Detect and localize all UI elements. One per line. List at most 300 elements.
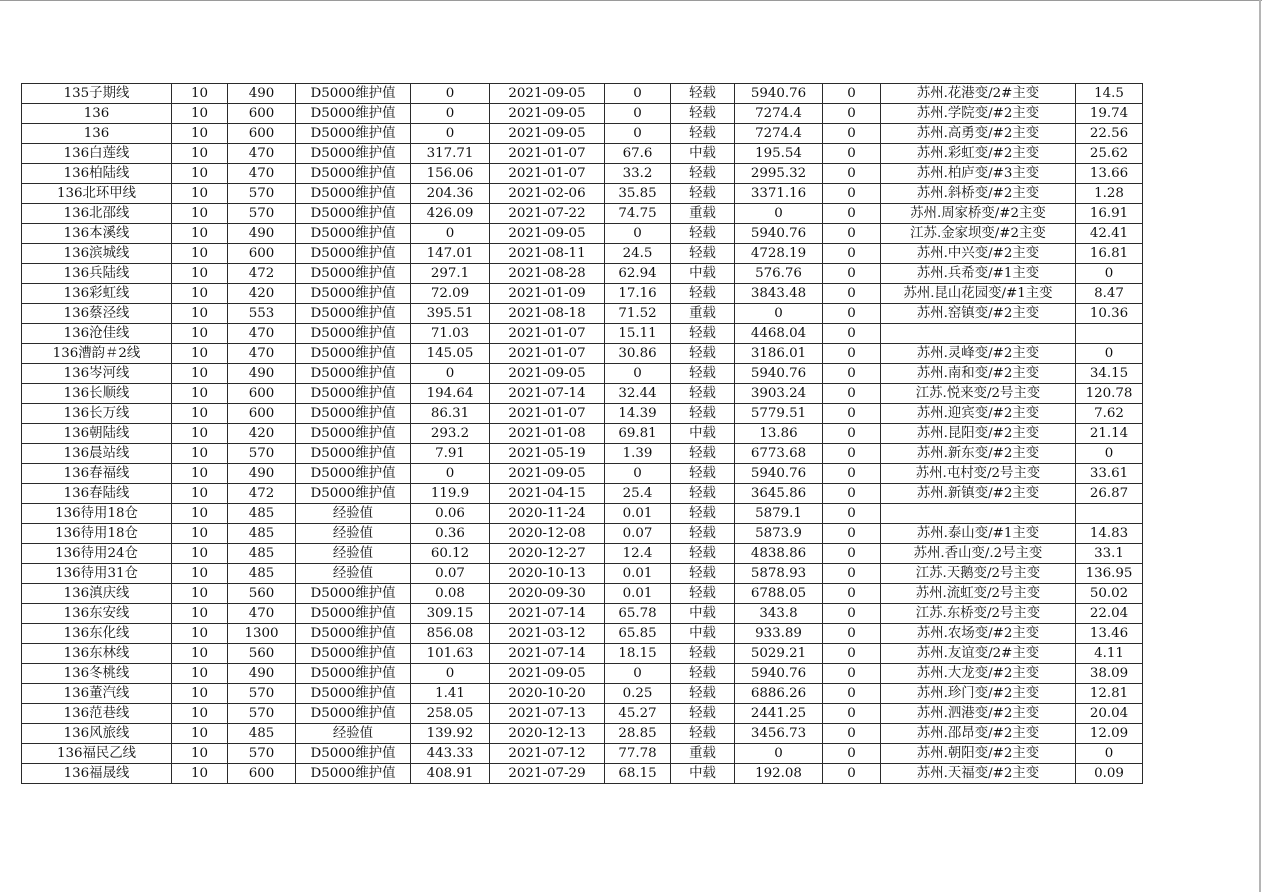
- load-rate-cell: 24.5: [605, 244, 671, 264]
- table-row: [22, 504, 1143, 524]
- voltage-cell: 10: [172, 444, 228, 464]
- table-row: [22, 144, 1143, 164]
- last-value-cell: 13.46: [1076, 624, 1143, 644]
- table-row: [22, 104, 1143, 124]
- zero-value-cell: 0: [823, 124, 881, 144]
- last-value-cell: 120.78: [1076, 384, 1143, 404]
- substation-cell: [881, 324, 1076, 344]
- remaining-capacity-cell: 5779.51: [735, 404, 823, 424]
- source-cell: D5000维护值: [296, 404, 411, 424]
- load-rate-cell: 0.01: [605, 504, 671, 524]
- load-cell: 443.33: [411, 744, 490, 764]
- line-name-cell: 136风旅线: [22, 724, 172, 744]
- zero-value-cell: 0: [823, 404, 881, 424]
- zero-value-cell: 0: [823, 184, 881, 204]
- last-value-cell: 1.28: [1076, 184, 1143, 204]
- load-status-cell: 中载: [671, 624, 735, 644]
- table-row: [22, 604, 1143, 624]
- voltage-cell: 10: [172, 244, 228, 264]
- load-status-cell: 轻载: [671, 724, 735, 744]
- table-row: [22, 744, 1143, 764]
- date-cell: 2021-07-14: [490, 644, 605, 664]
- source-cell: D5000维护值: [296, 124, 411, 144]
- load-cell: 194.64: [411, 384, 490, 404]
- last-value-cell: 13.66: [1076, 164, 1143, 184]
- date-cell: 2021-05-19: [490, 444, 605, 464]
- remaining-capacity-cell: 5029.21: [735, 644, 823, 664]
- capacity-cell: 485: [228, 504, 296, 524]
- load-rate-cell: 18.15: [605, 644, 671, 664]
- zero-value-cell: 0: [823, 684, 881, 704]
- last-value-cell: 25.62: [1076, 144, 1143, 164]
- voltage-cell: 10: [172, 304, 228, 324]
- load-rate-cell: 14.39: [605, 404, 671, 424]
- load-rate-cell: 0: [605, 84, 671, 104]
- capacity-cell: 570: [228, 204, 296, 224]
- line-name-cell: 136岑河线: [22, 364, 172, 384]
- last-value-cell: 26.87: [1076, 484, 1143, 504]
- load-rate-cell: 35.85: [605, 184, 671, 204]
- capacity-cell: 472: [228, 264, 296, 284]
- date-cell: 2021-09-05: [490, 664, 605, 684]
- line-name-cell: 136待用24仓: [22, 544, 172, 564]
- load-status-cell: 轻载: [671, 84, 735, 104]
- date-cell: 2020-12-27: [490, 544, 605, 564]
- load-status-cell: 重载: [671, 744, 735, 764]
- voltage-cell: 10: [172, 684, 228, 704]
- last-value-cell: 7.62: [1076, 404, 1143, 424]
- table-row: [22, 484, 1143, 504]
- source-cell: D5000维护值: [296, 764, 411, 784]
- source-cell: 经验值: [296, 544, 411, 564]
- last-value-cell: 12.81: [1076, 684, 1143, 704]
- table-row: [22, 704, 1143, 724]
- remaining-capacity-cell: 5940.76: [735, 464, 823, 484]
- remaining-capacity-cell: 3843.48: [735, 284, 823, 304]
- source-cell: D5000维护值: [296, 284, 411, 304]
- date-cell: 2021-07-29: [490, 764, 605, 784]
- capacity-cell: 490: [228, 84, 296, 104]
- voltage-cell: 10: [172, 744, 228, 764]
- load-rate-cell: 68.15: [605, 764, 671, 784]
- zero-value-cell: 0: [823, 104, 881, 124]
- table-row: [22, 644, 1143, 664]
- load-status-cell: 轻载: [671, 384, 735, 404]
- load-cell: 147.01: [411, 244, 490, 264]
- load-cell: 139.92: [411, 724, 490, 744]
- capacity-cell: 485: [228, 544, 296, 564]
- substation-cell: 苏州.大龙变/#2主变: [881, 664, 1076, 684]
- substation-cell: 苏州.兵希变/#1主变: [881, 264, 1076, 284]
- load-rate-cell: 0: [605, 104, 671, 124]
- remaining-capacity-cell: 6773.68: [735, 444, 823, 464]
- zero-value-cell: 0: [823, 444, 881, 464]
- line-name-cell: 136本溪线: [22, 224, 172, 244]
- capacity-cell: 470: [228, 144, 296, 164]
- load-status-cell: 中载: [671, 764, 735, 784]
- date-cell: 2021-09-05: [490, 104, 605, 124]
- table-row: [22, 404, 1143, 424]
- load-cell: 0: [411, 84, 490, 104]
- last-value-cell: 136.95: [1076, 564, 1143, 584]
- load-rate-cell: 15.11: [605, 324, 671, 344]
- date-cell: 2020-10-13: [490, 564, 605, 584]
- voltage-cell: 10: [172, 204, 228, 224]
- zero-value-cell: 0: [823, 344, 881, 364]
- load-rate-cell: 69.81: [605, 424, 671, 444]
- last-value-cell: 42.41: [1076, 224, 1143, 244]
- load-cell: 0.06: [411, 504, 490, 524]
- zero-value-cell: 0: [823, 144, 881, 164]
- source-cell: D5000维护值: [296, 164, 411, 184]
- load-status-cell: 轻载: [671, 544, 735, 564]
- load-status-cell: 轻载: [671, 164, 735, 184]
- line-name-cell: 136: [22, 124, 172, 144]
- source-cell: D5000维护值: [296, 444, 411, 464]
- last-value-cell: 14.5: [1076, 84, 1143, 104]
- substation-cell: 苏州.斜桥变/#2主变: [881, 184, 1076, 204]
- voltage-cell: 10: [172, 364, 228, 384]
- table-row: [22, 184, 1143, 204]
- source-cell: D5000维护值: [296, 484, 411, 504]
- voltage-cell: 10: [172, 264, 228, 284]
- date-cell: 2021-09-05: [490, 84, 605, 104]
- substation-cell: 苏州.彩虹变/#2主变: [881, 144, 1076, 164]
- line-name-cell: 136春陆线: [22, 484, 172, 504]
- line-name-cell: 136柏陆线: [22, 164, 172, 184]
- capacity-cell: 570: [228, 184, 296, 204]
- table-body: [22, 84, 1143, 784]
- date-cell: 2020-12-13: [490, 724, 605, 744]
- load-rate-cell: 0.01: [605, 564, 671, 584]
- remaining-capacity-cell: 192.08: [735, 764, 823, 784]
- line-name-cell: 136待用18仓: [22, 524, 172, 544]
- load-cell: 0: [411, 364, 490, 384]
- line-name-cell: 136兵陆线: [22, 264, 172, 284]
- load-rate-cell: 0.07: [605, 524, 671, 544]
- capacity-cell: 490: [228, 364, 296, 384]
- last-value-cell: 0: [1076, 744, 1143, 764]
- zero-value-cell: 0: [823, 704, 881, 724]
- load-rate-cell: 1.39: [605, 444, 671, 464]
- table-row: [22, 444, 1143, 464]
- substation-cell: 苏州.灵峰变/#2主变: [881, 344, 1076, 364]
- load-cell: 0: [411, 664, 490, 684]
- capacity-cell: 490: [228, 464, 296, 484]
- line-name-cell: 136蔡泾线: [22, 304, 172, 324]
- table-row: [22, 224, 1143, 244]
- load-cell: 408.91: [411, 764, 490, 784]
- voltage-cell: 10: [172, 184, 228, 204]
- substation-cell: 苏州.珍门变/#2主变: [881, 684, 1076, 704]
- load-cell: 60.12: [411, 544, 490, 564]
- voltage-cell: 10: [172, 704, 228, 724]
- load-cell: 0: [411, 464, 490, 484]
- remaining-capacity-cell: 0: [735, 744, 823, 764]
- zero-value-cell: 0: [823, 384, 881, 404]
- load-status-cell: 轻载: [671, 104, 735, 124]
- zero-value-cell: 0: [823, 324, 881, 344]
- load-rate-cell: 65.85: [605, 624, 671, 644]
- load-status-cell: 中载: [671, 424, 735, 444]
- voltage-cell: 10: [172, 664, 228, 684]
- load-status-cell: 轻载: [671, 284, 735, 304]
- table-row: [22, 624, 1143, 644]
- voltage-cell: 10: [172, 484, 228, 504]
- remaining-capacity-cell: 0: [735, 204, 823, 224]
- voltage-cell: 10: [172, 544, 228, 564]
- page-right-edge: [1259, 0, 1261, 892]
- load-rate-cell: 12.4: [605, 544, 671, 564]
- substation-cell: 苏州.花港变/2#主变: [881, 84, 1076, 104]
- zero-value-cell: 0: [823, 624, 881, 644]
- zero-value-cell: 0: [823, 724, 881, 744]
- load-cell: 0.07: [411, 564, 490, 584]
- load-rate-cell: 65.78: [605, 604, 671, 624]
- capacity-cell: 490: [228, 224, 296, 244]
- last-value-cell: 8.47: [1076, 284, 1143, 304]
- last-value-cell: 0.09: [1076, 764, 1143, 784]
- load-cell: 71.03: [411, 324, 490, 344]
- substation-cell: 苏州.新东变/#2主变: [881, 444, 1076, 464]
- capacity-cell: 600: [228, 124, 296, 144]
- zero-value-cell: 0: [823, 84, 881, 104]
- last-value-cell: 0: [1076, 444, 1143, 464]
- remaining-capacity-cell: 3903.24: [735, 384, 823, 404]
- substation-cell: 苏州.新镇变/#2主变: [881, 484, 1076, 504]
- voltage-cell: 10: [172, 584, 228, 604]
- load-rate-cell: 0.25: [605, 684, 671, 704]
- load-status-cell: 中载: [671, 264, 735, 284]
- remaining-capacity-cell: 195.54: [735, 144, 823, 164]
- substation-cell: 苏州.泰山变/#1主变: [881, 524, 1076, 544]
- load-rate-cell: 33.2: [605, 164, 671, 184]
- source-cell: D5000维护值: [296, 464, 411, 484]
- capacity-cell: 553: [228, 304, 296, 324]
- date-cell: 2021-07-22: [490, 204, 605, 224]
- date-cell: 2021-09-05: [490, 124, 605, 144]
- line-name-cell: 136待用31仓: [22, 564, 172, 584]
- load-rate-cell: 67.6: [605, 144, 671, 164]
- substation-cell: 苏州.朝阳变/#2主变: [881, 744, 1076, 764]
- last-value-cell: 20.04: [1076, 704, 1143, 724]
- date-cell: 2021-07-14: [490, 384, 605, 404]
- line-name-cell: 136北环甲线: [22, 184, 172, 204]
- load-status-cell: 轻载: [671, 444, 735, 464]
- voltage-cell: 10: [172, 724, 228, 744]
- last-value-cell: 0: [1076, 264, 1143, 284]
- remaining-capacity-cell: 2995.32: [735, 164, 823, 184]
- capacity-cell: 600: [228, 764, 296, 784]
- date-cell: 2020-11-24: [490, 504, 605, 524]
- table-row: [22, 544, 1143, 564]
- capacity-cell: 570: [228, 744, 296, 764]
- remaining-capacity-cell: 933.89: [735, 624, 823, 644]
- last-value-cell: 10.36: [1076, 304, 1143, 324]
- table-row: [22, 724, 1143, 744]
- load-status-cell: 轻载: [671, 404, 735, 424]
- zero-value-cell: 0: [823, 424, 881, 444]
- source-cell: D5000维护值: [296, 744, 411, 764]
- load-rate-cell: 28.85: [605, 724, 671, 744]
- substation-cell: 苏州.友谊变/2#主变: [881, 644, 1076, 664]
- remaining-capacity-cell: 5879.1: [735, 504, 823, 524]
- table-row: [22, 564, 1143, 584]
- zero-value-cell: 0: [823, 484, 881, 504]
- remaining-capacity-cell: 4468.04: [735, 324, 823, 344]
- source-cell: D5000维护值: [296, 424, 411, 444]
- substation-cell: 江苏.金家坝变/#2主变: [881, 224, 1076, 244]
- voltage-cell: 10: [172, 224, 228, 244]
- last-value-cell: 14.83: [1076, 524, 1143, 544]
- load-cell: 0.08: [411, 584, 490, 604]
- remaining-capacity-cell: 6788.05: [735, 584, 823, 604]
- substation-cell: 江苏.天鹅变/2号主变: [881, 564, 1076, 584]
- remaining-capacity-cell: 5940.76: [735, 364, 823, 384]
- substation-cell: 苏州.流虹变/2号主变: [881, 584, 1076, 604]
- date-cell: 2021-01-07: [490, 404, 605, 424]
- substation-cell: 苏州.周家桥变/#2主变: [881, 204, 1076, 224]
- substation-cell: 江苏.悦来变/2号主变: [881, 384, 1076, 404]
- line-name-cell: 136长万线: [22, 404, 172, 424]
- voltage-cell: 10: [172, 144, 228, 164]
- load-status-cell: 重载: [671, 304, 735, 324]
- table-row: [22, 324, 1143, 344]
- source-cell: D5000维护值: [296, 344, 411, 364]
- remaining-capacity-cell: 13.86: [735, 424, 823, 444]
- load-cell: 204.36: [411, 184, 490, 204]
- remaining-capacity-cell: 6886.26: [735, 684, 823, 704]
- date-cell: 2021-04-15: [490, 484, 605, 504]
- voltage-cell: 10: [172, 644, 228, 664]
- zero-value-cell: 0: [823, 284, 881, 304]
- date-cell: 2021-01-07: [490, 324, 605, 344]
- load-cell: 856.08: [411, 624, 490, 644]
- load-rate-cell: 0: [605, 124, 671, 144]
- substation-cell: 苏州.中兴变/#2主变: [881, 244, 1076, 264]
- load-status-cell: 中载: [671, 144, 735, 164]
- substation-cell: 苏州.泗港变/#2主变: [881, 704, 1076, 724]
- table-row: [22, 244, 1143, 264]
- date-cell: 2020-10-20: [490, 684, 605, 704]
- load-cell: 0: [411, 104, 490, 124]
- capacity-cell: 472: [228, 484, 296, 504]
- source-cell: D5000维护值: [296, 204, 411, 224]
- zero-value-cell: 0: [823, 764, 881, 784]
- source-cell: D5000维护值: [296, 324, 411, 344]
- load-cell: 145.05: [411, 344, 490, 364]
- line-name-cell: 136朝陆线: [22, 424, 172, 444]
- load-rate-cell: 0.01: [605, 584, 671, 604]
- voltage-cell: 10: [172, 104, 228, 124]
- load-rate-cell: 0: [605, 664, 671, 684]
- capacity-cell: 420: [228, 284, 296, 304]
- last-value-cell: 33.61: [1076, 464, 1143, 484]
- line-name-cell: 136白莲线: [22, 144, 172, 164]
- remaining-capacity-cell: 4838.86: [735, 544, 823, 564]
- source-cell: D5000维护值: [296, 304, 411, 324]
- last-value-cell: [1076, 504, 1143, 524]
- capacity-cell: 560: [228, 584, 296, 604]
- zero-value-cell: 0: [823, 564, 881, 584]
- load-status-cell: 轻载: [671, 524, 735, 544]
- load-status-cell: 轻载: [671, 464, 735, 484]
- zero-value-cell: 0: [823, 464, 881, 484]
- load-status-cell: 轻载: [671, 664, 735, 684]
- line-name-cell: 136东林线: [22, 644, 172, 664]
- table-row: [22, 84, 1143, 104]
- zero-value-cell: 0: [823, 504, 881, 524]
- capacity-cell: 470: [228, 324, 296, 344]
- table-row: [22, 344, 1143, 364]
- last-value-cell: 0: [1076, 344, 1143, 364]
- load-rate-cell: 74.75: [605, 204, 671, 224]
- load-rate-cell: 30.86: [605, 344, 671, 364]
- zero-value-cell: 0: [823, 264, 881, 284]
- load-status-cell: 轻载: [671, 684, 735, 704]
- load-cell: 1.41: [411, 684, 490, 704]
- voltage-cell: 10: [172, 344, 228, 364]
- voltage-cell: 10: [172, 384, 228, 404]
- capacity-cell: 470: [228, 604, 296, 624]
- voltage-cell: 10: [172, 124, 228, 144]
- source-cell: D5000维护值: [296, 364, 411, 384]
- line-name-cell: 136北邵线: [22, 204, 172, 224]
- source-cell: D5000维护值: [296, 264, 411, 284]
- last-value-cell: [1076, 324, 1143, 344]
- load-rate-cell: 62.94: [605, 264, 671, 284]
- voltage-cell: 10: [172, 524, 228, 544]
- last-value-cell: 38.09: [1076, 664, 1143, 684]
- capacity-cell: 600: [228, 104, 296, 124]
- last-value-cell: 22.04: [1076, 604, 1143, 624]
- capacity-cell: 600: [228, 384, 296, 404]
- date-cell: 2021-03-12: [490, 624, 605, 644]
- date-cell: 2021-02-06: [490, 184, 605, 204]
- load-status-cell: 轻载: [671, 124, 735, 144]
- load-cell: 119.9: [411, 484, 490, 504]
- source-cell: D5000维护值: [296, 604, 411, 624]
- source-cell: D5000维护值: [296, 84, 411, 104]
- zero-value-cell: 0: [823, 644, 881, 664]
- load-rate-cell: 25.4: [605, 484, 671, 504]
- remaining-capacity-cell: 3186.01: [735, 344, 823, 364]
- substation-cell: 苏州.窑镇变/#2主变: [881, 304, 1076, 324]
- load-status-cell: 重载: [671, 204, 735, 224]
- load-rate-cell: 0: [605, 364, 671, 384]
- load-status-cell: 轻载: [671, 644, 735, 664]
- table-row: [22, 264, 1143, 284]
- load-rate-cell: 45.27: [605, 704, 671, 724]
- last-value-cell: 16.91: [1076, 204, 1143, 224]
- load-cell: 317.71: [411, 144, 490, 164]
- load-cell: 101.63: [411, 644, 490, 664]
- capacity-cell: 470: [228, 344, 296, 364]
- date-cell: 2021-08-28: [490, 264, 605, 284]
- zero-value-cell: 0: [823, 524, 881, 544]
- table-row: [22, 464, 1143, 484]
- substation-cell: 苏州.屯村变/2号主变: [881, 464, 1076, 484]
- load-rate-cell: 71.52: [605, 304, 671, 324]
- remaining-capacity-cell: 4728.19: [735, 244, 823, 264]
- remaining-capacity-cell: 5940.76: [735, 224, 823, 244]
- line-name-cell: 136范巷线: [22, 704, 172, 724]
- date-cell: 2021-07-14: [490, 604, 605, 624]
- load-status-cell: 轻载: [671, 504, 735, 524]
- date-cell: 2021-09-05: [490, 224, 605, 244]
- zero-value-cell: 0: [823, 224, 881, 244]
- voltage-cell: 10: [172, 464, 228, 484]
